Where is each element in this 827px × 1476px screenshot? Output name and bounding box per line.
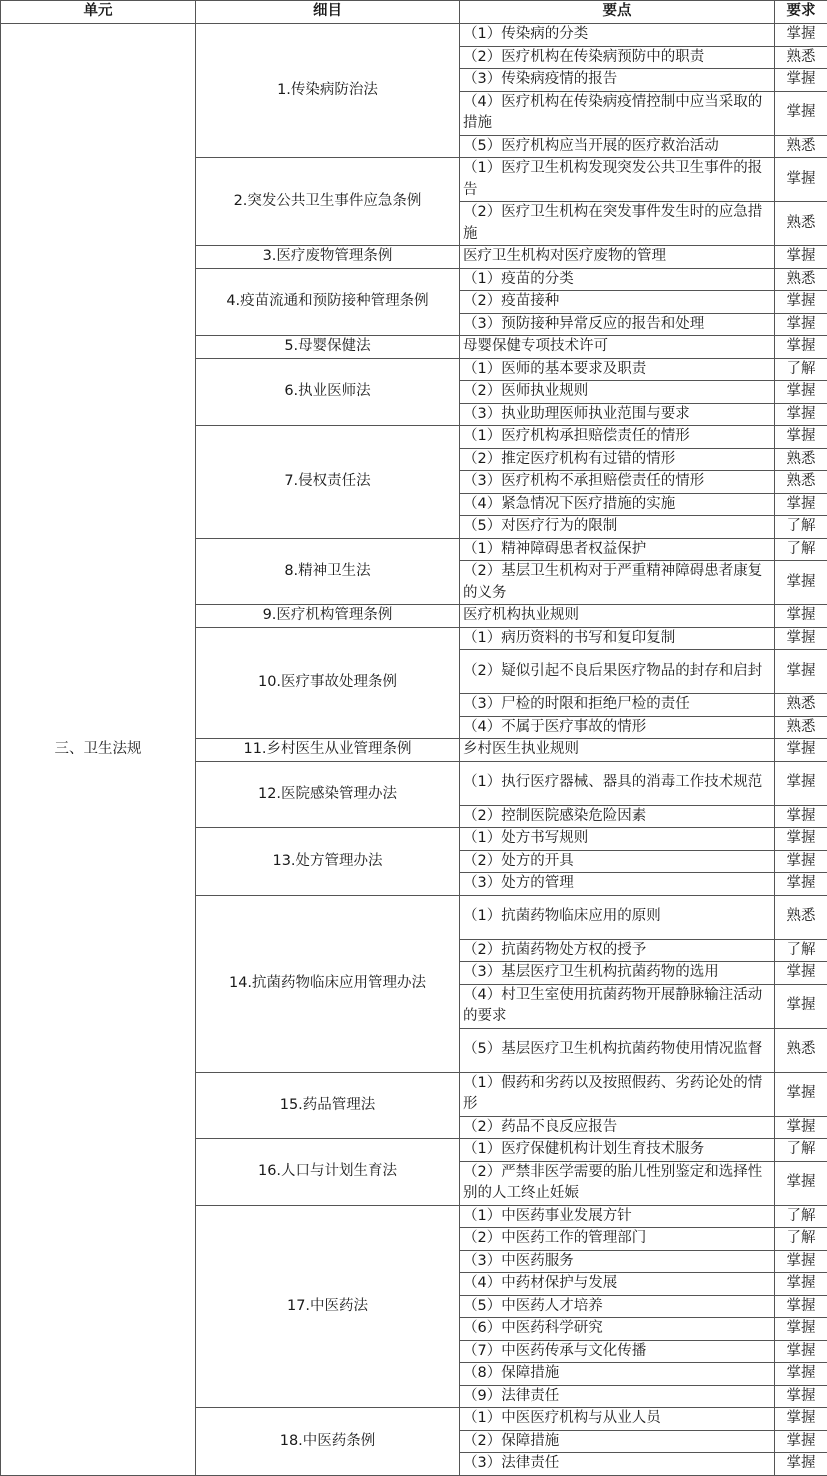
requirement-cell: 熟悉 bbox=[775, 694, 827, 717]
point-cell: （2）医疗卫生机构在突发事件发生时的应急措施 bbox=[460, 202, 775, 246]
detail-cell: 11.乡村医生从业管理条例 bbox=[196, 739, 460, 762]
point-cell: （1）医师的基本要求及职责 bbox=[460, 358, 775, 381]
point-cell: （1）疫苗的分类 bbox=[460, 268, 775, 291]
point-cell: （4）紧急情况下医疗措施的实施 bbox=[460, 493, 775, 516]
detail-cell: 6.执业医师法 bbox=[196, 358, 460, 426]
point-cell: （2）推定医疗机构有过错的情形 bbox=[460, 448, 775, 471]
requirement-cell: 掌握 bbox=[775, 1408, 827, 1431]
requirement-cell: 熟悉 bbox=[775, 471, 827, 494]
requirement-cell: 掌握 bbox=[775, 336, 827, 359]
detail-cell: 12.医院感染管理办法 bbox=[196, 761, 460, 828]
point-cell: （1）中医医疗机构与从业人员 bbox=[460, 1408, 775, 1431]
requirement-cell: 掌握 bbox=[775, 1430, 827, 1453]
requirement-cell: 掌握 bbox=[775, 1363, 827, 1386]
requirement-cell: 掌握 bbox=[775, 158, 827, 202]
requirement-cell: 掌握 bbox=[775, 1385, 827, 1408]
point-cell: 医疗机构执业规则 bbox=[460, 605, 775, 628]
requirement-cell: 掌握 bbox=[775, 91, 827, 135]
point-cell: （4）医疗机构在传染病疫情控制中应当采取的措施 bbox=[460, 91, 775, 135]
requirement-cell: 掌握 bbox=[775, 605, 827, 628]
point-cell: （1）传染病的分类 bbox=[460, 24, 775, 47]
requirement-cell: 了解 bbox=[775, 1228, 827, 1251]
point-cell: （3）处方的管理 bbox=[460, 873, 775, 896]
requirement-cell: 掌握 bbox=[775, 291, 827, 314]
requirement-cell: 掌握 bbox=[775, 561, 827, 605]
point-cell: （2）疑似引起不良后果医疗物品的封存和启封 bbox=[460, 650, 775, 694]
detail-cell: 16.人口与计划生育法 bbox=[196, 1139, 460, 1206]
requirement-cell: 掌握 bbox=[775, 1161, 827, 1205]
requirement-cell: 掌握 bbox=[775, 1273, 827, 1296]
requirement-cell: 了解 bbox=[775, 1139, 827, 1162]
point-cell: （2）中医药工作的管理部门 bbox=[460, 1228, 775, 1251]
point-cell: （3）执业助理医师执业范围与要求 bbox=[460, 403, 775, 426]
requirement-cell: 掌握 bbox=[775, 962, 827, 985]
header-detail: 细目 bbox=[196, 1, 460, 24]
point-cell: （1）医疗卫生机构发现突发公共卫生事件的报告 bbox=[460, 158, 775, 202]
requirement-cell: 掌握 bbox=[775, 761, 827, 805]
point-cell: （2）疫苗接种 bbox=[460, 291, 775, 314]
requirement-cell: 掌握 bbox=[775, 24, 827, 47]
requirement-cell: 熟悉 bbox=[775, 46, 827, 69]
point-cell: （1）假药和劣药以及按照假药、劣药论处的情形 bbox=[460, 1072, 775, 1116]
header-point: 要点 bbox=[460, 1, 775, 24]
requirement-cell: 掌握 bbox=[775, 313, 827, 336]
detail-cell: 1.传染病防治法 bbox=[196, 24, 460, 158]
requirement-cell: 熟悉 bbox=[775, 202, 827, 246]
detail-cell: 18.中医药条例 bbox=[196, 1408, 460, 1476]
point-cell: （4）中药材保护与发展 bbox=[460, 1273, 775, 1296]
requirement-cell: 掌握 bbox=[775, 246, 827, 269]
point-cell: （7）中医药传承与文化传播 bbox=[460, 1340, 775, 1363]
detail-cell: 8.精神卫生法 bbox=[196, 538, 460, 605]
requirement-cell: 掌握 bbox=[775, 850, 827, 873]
requirement-cell: 熟悉 bbox=[775, 895, 827, 939]
detail-cell: 17.中医药法 bbox=[196, 1205, 460, 1408]
header-row bbox=[1, 1, 827, 24]
requirement-cell: 熟悉 bbox=[775, 716, 827, 739]
requirement-cell: 了解 bbox=[775, 939, 827, 962]
point-cell: （2）处方的开具 bbox=[460, 850, 775, 873]
requirement-cell: 了解 bbox=[775, 1205, 827, 1228]
point-cell: （1）医疗保健机构计划生育技术服务 bbox=[460, 1139, 775, 1162]
requirement-cell: 掌握 bbox=[775, 493, 827, 516]
point-cell: （6）中医药科学研究 bbox=[460, 1318, 775, 1341]
requirement-cell: 掌握 bbox=[775, 1453, 827, 1476]
point-cell: （5）对医疗行为的限制 bbox=[460, 516, 775, 539]
requirement-cell: 掌握 bbox=[775, 873, 827, 896]
requirement-cell: 掌握 bbox=[775, 650, 827, 694]
requirement-cell: 掌握 bbox=[775, 1318, 827, 1341]
point-cell: 乡村医生执业规则 bbox=[460, 739, 775, 762]
detail-cell: 9.医疗机构管理条例 bbox=[196, 605, 460, 628]
point-cell: （2）保障措施 bbox=[460, 1430, 775, 1453]
requirement-cell: 熟悉 bbox=[775, 135, 827, 158]
requirement-cell: 掌握 bbox=[775, 828, 827, 851]
point-cell: （2）严禁非医学需要的胎儿性别鉴定和选择性别的人工终止妊娠 bbox=[460, 1161, 775, 1205]
requirement-cell: 掌握 bbox=[775, 627, 827, 650]
table-row bbox=[1, 24, 827, 47]
detail-cell: 3.医疗废物管理条例 bbox=[196, 246, 460, 269]
requirement-cell: 掌握 bbox=[775, 381, 827, 404]
point-cell: （9）法律责任 bbox=[460, 1385, 775, 1408]
point-cell: （3）医疗机构不承担赔偿责任的情形 bbox=[460, 471, 775, 494]
requirement-cell: 了解 bbox=[775, 538, 827, 561]
requirement-cell: 掌握 bbox=[775, 69, 827, 92]
detail-cell: 4.疫苗流通和预防接种管理条例 bbox=[196, 268, 460, 336]
point-cell: （2）医师执业规则 bbox=[460, 381, 775, 404]
header-requirement: 要求 bbox=[775, 1, 827, 24]
point-cell: （1）抗菌药物临床应用的原则 bbox=[460, 895, 775, 939]
point-cell: （5）医疗机构应当开展的医疗救治活动 bbox=[460, 135, 775, 158]
requirement-cell: 熟悉 bbox=[775, 268, 827, 291]
requirement-cell: 掌握 bbox=[775, 805, 827, 828]
point-cell: （4）村卫生室使用抗菌药物开展静脉输注活动的要求 bbox=[460, 984, 775, 1028]
detail-cell: 15.药品管理法 bbox=[196, 1072, 460, 1139]
requirement-cell: 掌握 bbox=[775, 1116, 827, 1139]
detail-cell: 10.医疗事故处理条例 bbox=[196, 627, 460, 739]
point-cell: （2）控制医院感染危险因素 bbox=[460, 805, 775, 828]
detail-cell: 2.突发公共卫生事件应急条例 bbox=[196, 158, 460, 246]
requirement-cell: 掌握 bbox=[775, 403, 827, 426]
point-cell: （1）医疗机构承担赔偿责任的情形 bbox=[460, 426, 775, 449]
requirement-cell: 了解 bbox=[775, 516, 827, 539]
point-cell: （1）精神障碍患者权益保护 bbox=[460, 538, 775, 561]
point-cell: 母婴保健专项技术许可 bbox=[460, 336, 775, 359]
point-cell: （3）预防接种异常反应的报告和处理 bbox=[460, 313, 775, 336]
requirement-cell: 掌握 bbox=[775, 1072, 827, 1116]
requirement-cell: 掌握 bbox=[775, 426, 827, 449]
requirement-cell: 掌握 bbox=[775, 1340, 827, 1363]
detail-cell: 14.抗菌药物临床应用管理办法 bbox=[196, 895, 460, 1072]
point-cell: （3）中医药服务 bbox=[460, 1250, 775, 1273]
point-cell: （2）医疗机构在传染病预防中的职责 bbox=[460, 46, 775, 69]
unit-cell: 三、卫生法规 bbox=[1, 24, 196, 1476]
point-cell: 医疗卫生机构对医疗废物的管理 bbox=[460, 246, 775, 269]
requirement-cell: 熟悉 bbox=[775, 448, 827, 471]
point-cell: （1）执行医疗器械、器具的消毒工作技术规范 bbox=[460, 761, 775, 805]
detail-cell: 7.侵权责任法 bbox=[196, 426, 460, 539]
point-cell: （5）基层医疗卫生机构抗菌药物使用情况监督 bbox=[460, 1028, 775, 1072]
point-cell: （1）中医药事业发展方针 bbox=[460, 1205, 775, 1228]
point-cell: （4）不属于医疗事故的情形 bbox=[460, 716, 775, 739]
point-cell: （8）保障措施 bbox=[460, 1363, 775, 1386]
detail-cell: 13.处方管理办法 bbox=[196, 828, 460, 896]
requirement-cell: 掌握 bbox=[775, 739, 827, 762]
point-cell: （2）抗菌药物处方权的授予 bbox=[460, 939, 775, 962]
requirement-cell: 掌握 bbox=[775, 984, 827, 1028]
point-cell: （3）法律责任 bbox=[460, 1453, 775, 1476]
requirement-cell: 掌握 bbox=[775, 1295, 827, 1318]
requirement-cell: 熟悉 bbox=[775, 1028, 827, 1072]
requirement-cell: 了解 bbox=[775, 358, 827, 381]
requirement-cell: 掌握 bbox=[775, 1250, 827, 1273]
table-body bbox=[1, 24, 827, 1476]
point-cell: （2）基层卫生机构对于严重精神障碍患者康复的义务 bbox=[460, 561, 775, 605]
point-cell: （1）处方书写规则 bbox=[460, 828, 775, 851]
detail-cell: 5.母婴保健法 bbox=[196, 336, 460, 359]
point-cell: （1）病历资料的书写和复印复制 bbox=[460, 627, 775, 650]
point-cell: （5）中医药人才培养 bbox=[460, 1295, 775, 1318]
point-cell: （3）尸检的时限和拒绝尸检的责任 bbox=[460, 694, 775, 717]
point-cell: （3）基层医疗卫生机构抗菌药物的选用 bbox=[460, 962, 775, 985]
header-unit: 单元 bbox=[1, 1, 196, 24]
point-cell: （3）传染病疫情的报告 bbox=[460, 69, 775, 92]
point-cell: （2）药品不良反应报告 bbox=[460, 1116, 775, 1139]
